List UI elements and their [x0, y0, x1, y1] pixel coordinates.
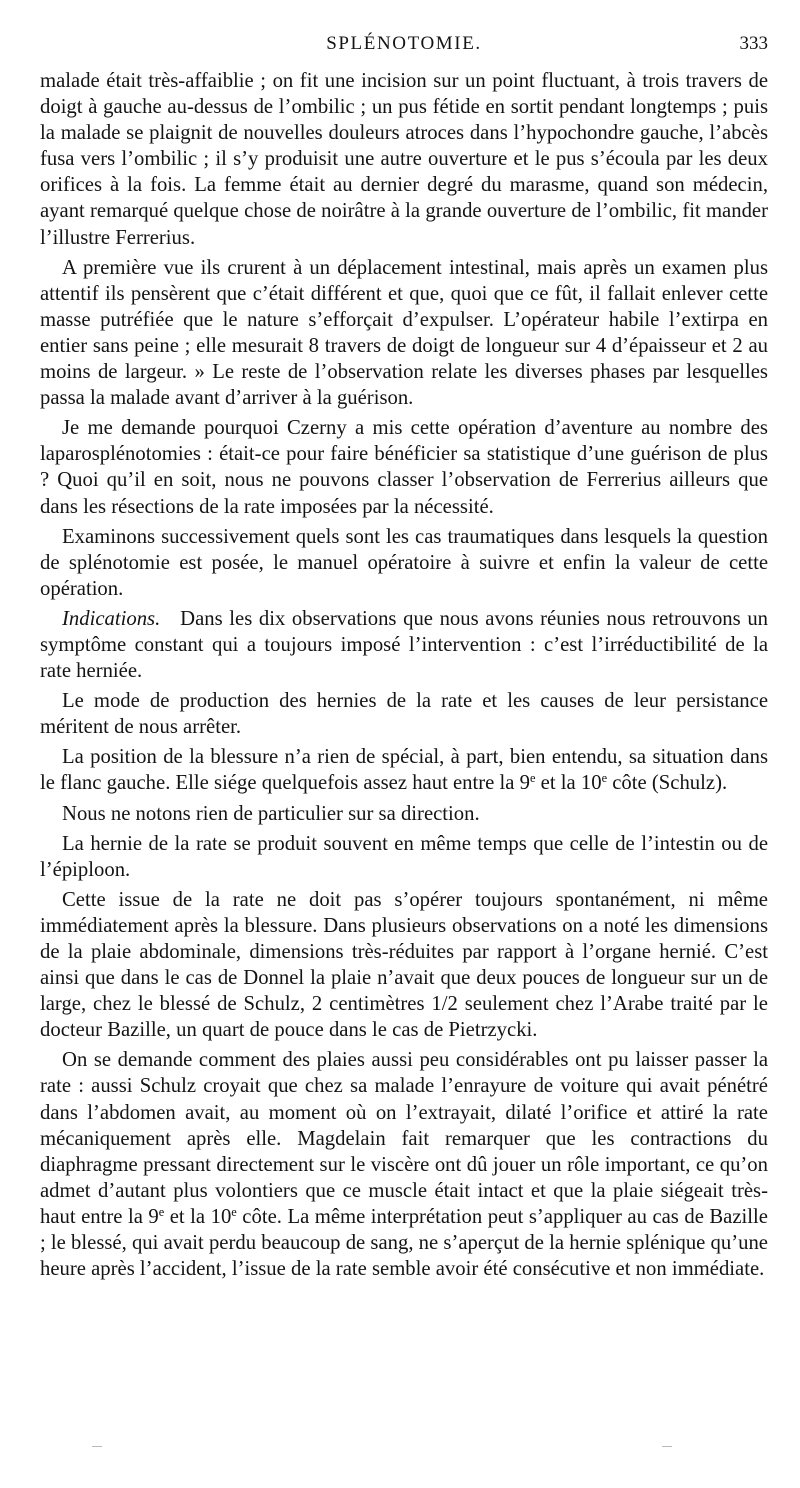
paragraph: Cette issue de la rate ne doit pas s’opérer toujours spontanément, ni même immédiatement après la blessure. Dans plusieurs observations on a noté les dimensions de la plaie abdominale, dimensions très-réduites par rapport à l’organe hernié. C’est ainsi que dans le cas de Donnel la plaie n’avait que deux pouces de longueur sur un de large, chez le blessé de Schulz, 2 centimètres 1/2 seulement chez l’Arabe traité par le docteur Bazille, un quart de pouce dans le cas de Pietrzycki.: [40, 888, 768, 1042]
print-mark: [662, 1446, 672, 1447]
paragraph: [40, 744, 768, 796]
running-head: [40, 30, 768, 58]
text-run: La position de la blessure n’a rien de spécial, à part, bien entendu, sa situation dans le flanc gauche. Elle siége quelquefois assez haut entre la 9: [40, 746, 768, 795]
text-run: On se demande comment des plaies aussi peu considérables ont pu laisser passer la rate : aussi Schulz croyait que chez sa malade l’enrayure de voiture qui avait pénétré dans l’abdomen avait, au moment où on l’extrayait, dilaté l’orifice et attiré la rate mécaniquement après elle. Magdelain fait remarquer que les contractions du diaphragme pressant directement sur le viscère ont dû jouer un rôle important, ce qu’on admet d’autant plus volontiers que ce muscle était intact et que la plaie siégeait très-haut entre la 9: [40, 1049, 768, 1228]
page-number: 333: [739, 33, 768, 54]
paragraph: Examinons successivement quels sont les cas traumatiques dans lesquels la question de splénotomie est posée, le manuel opératoire à suivre et enfin la valeur de cette opération.: [40, 525, 768, 600]
paragraph: La hernie de la rate se produit souvent en même temps que celle de l’intestin ou de l’épiploon.: [40, 832, 768, 881]
ordinal-suffix: e: [529, 771, 536, 786]
paragraph: A première vue ils crurent à un déplacement intestinal, mais après un examen plus attentif ils pensèrent que c’était différent et que, quoi que ce fût, il fallait enlever cette masse putréfiée que le nature s’efforçait d’expulser. L’opérateur habile l’extirpa en entier sans peine ; elle mesurait 8 travers de doigt de longueur sur 4 d’épaisseur et 2 au moins de largeur. » Le reste de l’observation relate les diverses phases par lesquelles passa la malade avant d’arriver à la guérison.: [40, 256, 768, 410]
paragraph: [40, 1047, 768, 1282]
paragraph: Le mode de production des hernies de la rate et les causes de leur persistance méritent de nous arrêter.: [40, 690, 768, 739]
paragraph: Nous ne notons rien de particulier sur sa direction.: [62, 802, 480, 825]
print-mark: [92, 1446, 102, 1447]
running-title: SPLÉNOTOMIE.: [326, 33, 482, 54]
paragraph-body: Dans les dix observations que nous avons réunies nous retrouvons un symptôme constant qui a toujours imposé l’intervention : c’est l’irréductibilité de la rate herniée.: [40, 607, 769, 683]
paragraph-continuation: malade était très-affaiblie ; on fit une incision sur un point fluctuant, à trois travers de doigt à gauche au-dessus de l’ombilic ; un pus fétide en sortit pendant longtemps ; puis la malade se plaignit de nouvelles douleurs atroces dans l’hypochondre gauche, l’abcès fusa vers l’ombilic ; il s’y produisit une autre ouverture et le pus s’écoula par les deux orifices à la fois. La femme était au dernier degré du marasme, quand son médecin, ayant remarqué quelque chose de noirâtre à la grande ouverture de l’ombilic, fit mander l’illustre Ferrerius.: [40, 70, 768, 249]
paragraph: Je me demande pourquoi Czerny a mis cette opération d’aventure au nombre des laparosplénotomies : était-ce pour faire bénéficier sa statistique d’une guérison de plus ? Quoi qu’il en soit, nous ne pouvons classer l’observation de Ferrerius ailleurs que dans les résections de la rate imposées par la nécessité.: [40, 417, 768, 518]
ordinal-suffix: e: [601, 771, 608, 786]
text-run: et la 10: [164, 1205, 232, 1228]
text-run: côte (Schulz).: [607, 772, 728, 795]
ordinal-suffix: e: [158, 1205, 165, 1220]
section-lead: Indications.: [62, 607, 161, 630]
body-text: [40, 68, 768, 1286]
ordinal-suffix: e: [231, 1205, 237, 1220]
text-run: et la 10: [535, 772, 602, 795]
text-run: côte. La même interprétation peut s’appliquer au cas de Bazille ; le blessé, qui avait perdu beaucoup de sang, ne s’aperçut de la hernie splénique qu’une heure après l’accident, l’issue de la rate semble avoir été consécutive et non immédiate.: [40, 1205, 768, 1281]
paragraph-indications: [40, 606, 768, 684]
